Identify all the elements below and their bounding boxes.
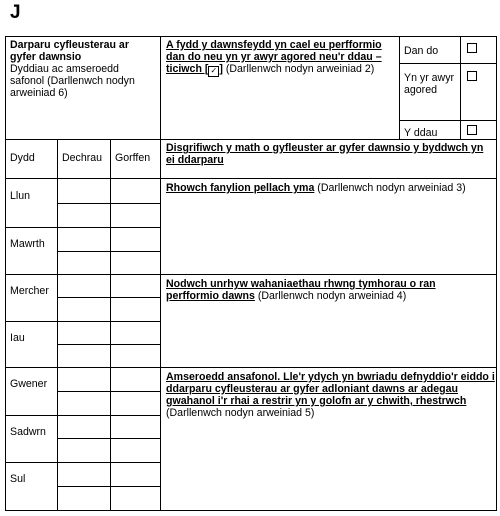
option-label-indoors: Dan do <box>404 45 439 57</box>
grid-line <box>160 274 497 275</box>
column-header-start: Dechrau <box>62 152 103 164</box>
grid-line <box>160 178 497 179</box>
non-standard-times-bold: Amseroedd ansafonol. Lle'r ydych yn bwriadu defnyddio'r eiddo i ddarparu cyfleusterau ar gyfer adloniant dawns ar adegau gwahanol i'r rhai a restrir yn y golofn ar y chwith, rhestrwch <box>166 371 495 407</box>
further-details-bold: Rhowch fanylion pellach yma <box>166 182 315 194</box>
grid-line <box>5 274 161 275</box>
section-title <box>10 39 155 99</box>
grid-line <box>5 367 161 368</box>
grid-line <box>57 251 161 252</box>
grid-line <box>399 36 400 139</box>
option-checkbox-indoors[interactable] <box>467 43 477 53</box>
option-label-outdoors: Yn yr awyr agored <box>404 72 455 96</box>
day-label-sunday: Sul <box>10 473 26 485</box>
grid-line <box>399 63 497 64</box>
non-standard-times-label <box>166 371 496 419</box>
section-title-bold: Darparu cyfleusterau ar gyfer dawnsio <box>10 39 129 63</box>
option-checkbox-both[interactable] <box>467 125 477 135</box>
grid-line <box>57 203 161 204</box>
seasonal-variations-label <box>166 278 481 302</box>
column-header-day: Dydd <box>10 152 35 164</box>
grid-line <box>5 415 161 416</box>
non-standard-times-note: (Darllenwch nodyn arweiniad 5) <box>166 407 315 419</box>
grid-line <box>5 139 497 140</box>
indoor-outdoor-question <box>166 39 396 77</box>
grid-line <box>57 486 161 487</box>
grid-line <box>5 227 161 228</box>
facility-description-label: Disgrifiwch y math o gyfleuster ar gyfer dawnsio y byddwch yn ei ddarparu <box>166 142 484 166</box>
grid-line <box>57 438 161 439</box>
end-time-field[interactable] <box>111 179 160 203</box>
section-title-normal: Dyddiau ac amseroedd safonol (Darllenwch nodyn arweiniad 6) <box>10 63 135 99</box>
option-label-both: Y ddau <box>404 127 438 139</box>
grid-line <box>160 367 497 368</box>
seasonal-variations-bold: Nodwch unrhyw wahaniaethau rhwng tymhorau o ran perfformio dawns <box>166 278 436 302</box>
day-label-wednesday: Mercher <box>10 285 49 297</box>
day-label-saturday: Sadwrn <box>10 426 46 438</box>
grid-line <box>5 36 497 37</box>
day-label-tuesday: Mawrth <box>10 238 45 250</box>
column-header-end: Gorffen <box>115 152 151 164</box>
section-letter: J <box>10 2 21 23</box>
day-label-monday: Llun <box>10 190 31 202</box>
further-details-label <box>166 182 491 194</box>
start-time-field[interactable] <box>58 179 110 203</box>
question-bold-close: ] <box>219 63 223 75</box>
further-details-note: (Darllenwch nodyn arweiniad 3) <box>314 182 466 194</box>
grid-line <box>5 462 161 463</box>
grid-line <box>5 510 497 511</box>
grid-line <box>57 344 161 345</box>
tick-icon: ✓ <box>208 66 219 77</box>
seasonal-variations-note: (Darllenwch nodyn arweiniad 4) <box>254 290 407 302</box>
grid-line <box>5 321 161 322</box>
grid-line <box>399 120 497 121</box>
question-note: (Darllenwch nodyn arweiniad 2) <box>222 63 375 75</box>
grid-line <box>57 391 161 392</box>
grid-line <box>460 36 461 139</box>
option-checkbox-outdoors[interactable] <box>467 71 477 81</box>
question-bold-text: A fydd y dawnsfeydd yn cael eu perfformio dan do neu yn yr awyr agored neu'r ddau – ticiwch [ <box>166 39 382 75</box>
day-label-friday: Gwener <box>10 378 48 390</box>
day-label-thursday: Iau <box>10 332 25 344</box>
grid-line <box>57 297 161 298</box>
